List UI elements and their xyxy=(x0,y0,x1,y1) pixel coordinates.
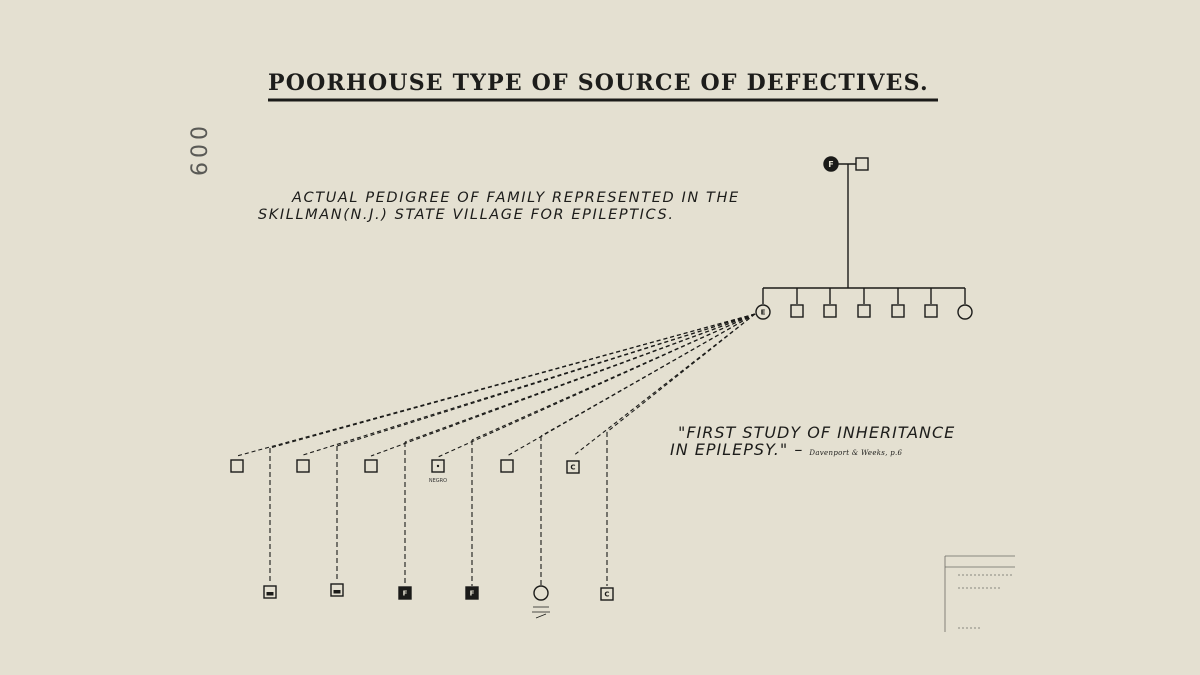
caption-line-2: SKILLMAN(N.J.) STATE VILLAGE FOR EPILEPTICS. xyxy=(258,207,675,223)
father-male xyxy=(231,460,243,472)
father-male xyxy=(856,158,868,170)
quote-line-2-text: IN EPILEPSY." – xyxy=(670,440,804,459)
sibling-male xyxy=(925,305,937,317)
child-letter-f: F xyxy=(469,589,475,598)
father-male xyxy=(365,460,377,472)
father-male xyxy=(501,460,513,472)
sibling-male xyxy=(858,305,870,317)
sibling-female xyxy=(958,305,972,319)
caption-line-1: ACTUAL PEDIGREE OF FAMILY REPRESENTED IN THE xyxy=(292,190,740,206)
quote-line-2 xyxy=(670,440,902,459)
child-letter-f: F xyxy=(402,589,408,598)
sibling-male xyxy=(824,305,836,317)
child-descent-lines xyxy=(270,432,607,586)
sibling-male xyxy=(892,305,904,317)
father-male xyxy=(297,460,309,472)
quote-line-1: "FIRST STUDY OF INHERITANCE xyxy=(678,423,956,442)
handwritten-note-scribble xyxy=(532,607,550,618)
page-title: POORHOUSE TYPE OF SOURCE OF DEFECTIVES. xyxy=(268,70,929,96)
attached-slip xyxy=(945,556,1015,632)
child-letter-c: C xyxy=(604,590,610,599)
sibling-letter-e: E xyxy=(760,308,766,317)
negro-label: NEGRO xyxy=(428,478,448,484)
sibling-male xyxy=(791,305,803,317)
quote-attribution: Davenport & Weeks, p.6 xyxy=(809,449,903,457)
father-letter-f: F xyxy=(828,160,834,169)
margin-page-number: 600 xyxy=(188,122,213,176)
criminal-letter: C xyxy=(570,463,576,472)
child-female xyxy=(534,586,548,600)
